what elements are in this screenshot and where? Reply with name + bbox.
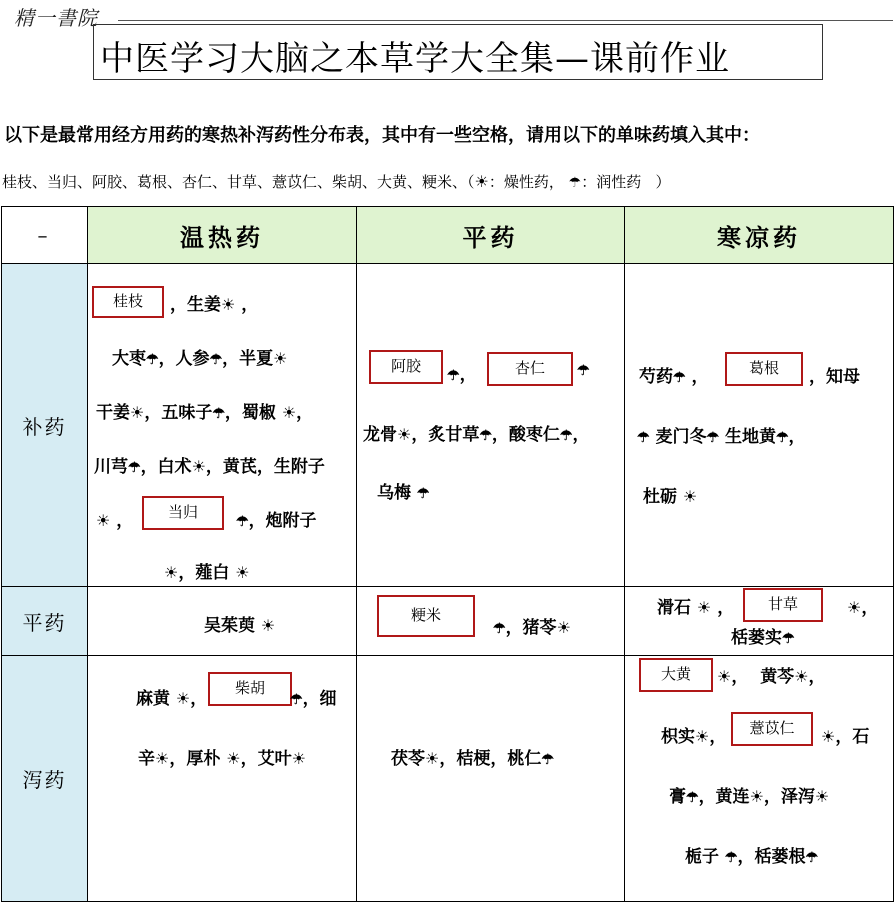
- cell-tonify-warm: [88, 264, 357, 587]
- text-comma: ，: [459, 365, 477, 385]
- sun-icon: ☀: [273, 349, 288, 368]
- text-wuzhuyu: 吴茱萸: [204, 616, 255, 636]
- sun-icon: ☀: [814, 787, 830, 806]
- answer-box-jingmi[interactable]: 粳米: [377, 595, 475, 637]
- column-header-cold: 寒凉药: [625, 207, 894, 264]
- text-comma: ，: [808, 667, 826, 687]
- text-paofuzi: ，炮附子: [248, 511, 317, 531]
- text-xin: 辛: [138, 749, 155, 769]
- herb-table: [1, 206, 894, 902]
- header-rule: [118, 20, 893, 21]
- umbrella-icon: ☂: [128, 460, 141, 476]
- sun-icon: ☀: [96, 511, 111, 530]
- text-zexie: ，泽泻: [763, 787, 815, 807]
- answer-box-yiyiren[interactable]: 薏苡仁: [731, 712, 813, 746]
- row-label-neutral: 平药: [2, 587, 88, 656]
- text-huashi: 滑石: [657, 598, 691, 618]
- sun-icon: ☀: [682, 487, 698, 506]
- cell-purge-neutral: [357, 656, 625, 902]
- text-aiye: ，艾叶: [240, 749, 292, 769]
- text-zhishi: 枳实: [661, 727, 695, 747]
- sun-icon: ☀: [175, 689, 191, 708]
- sun-icon: ☀: [717, 667, 732, 686]
- umbrella-icon: ☂: [805, 850, 819, 866]
- answer-box-danggui[interactable]: 当归: [142, 496, 224, 530]
- text-gualougen: ，栝蒌根: [737, 847, 806, 867]
- sun-icon: ☀: [235, 563, 250, 582]
- text-comma: ，: [709, 727, 727, 747]
- cell-purge-cold: [625, 656, 894, 902]
- sun-icon: ☀: [260, 616, 276, 635]
- text-houpo: ，厚朴: [169, 749, 221, 769]
- column-header-warm: 温热药: [88, 207, 357, 264]
- sun-icon: ☀: [164, 563, 179, 582]
- text-shujiao: ，蜀椒: [224, 403, 276, 423]
- text-comma: ，: [691, 367, 709, 387]
- sun-icon: ☀: [130, 403, 145, 422]
- herb-list: [2, 171, 671, 192]
- text-comma: ，: [241, 295, 259, 315]
- text-xi: ，细: [302, 689, 337, 709]
- text-zhizi: 栀子: [685, 847, 719, 867]
- umbrella-icon: ☂: [782, 631, 795, 647]
- text-dazao: 大枣: [112, 349, 146, 369]
- text-mahuang: 麻黄: [136, 689, 170, 709]
- text-zhimu: ，知母: [809, 367, 860, 387]
- sun-icon: ☀: [291, 749, 306, 768]
- text-comma: ，: [116, 511, 134, 531]
- sun-icon: ☀: [425, 749, 440, 768]
- text-shengdihuang: 生地黄: [724, 427, 776, 447]
- text-comma: ，: [788, 427, 806, 447]
- sun-icon: ☀: [794, 667, 809, 686]
- page-title: 中医学习大脑之本草学大全集—课前作业: [100, 39, 730, 79]
- umbrella-icon: ☂: [673, 370, 686, 386]
- umbrella-icon: ☂: [493, 621, 506, 637]
- umbrella-icon: ☂: [686, 790, 699, 806]
- text-comma: ，: [572, 425, 590, 445]
- text-ganjiang: 干姜: [96, 403, 130, 423]
- text-suanzaoren: ，酸枣仁: [491, 425, 560, 445]
- text-maimendong: 麦门冬: [655, 427, 707, 447]
- herb-list-text: 桂枝、当归、阿胶、葛根、杏仁、甘草、薏苡仁、柴胡、大黄、粳米、（: [2, 173, 475, 191]
- cell-tonify-cold: [625, 264, 894, 587]
- text-zhuling: ，猪苓: [505, 618, 557, 638]
- umbrella-icon: ☂: [559, 428, 573, 444]
- text-wuweizi: ，五味子: [144, 403, 213, 423]
- umbrella-icon: ☂: [236, 514, 249, 530]
- text-banxia: ，半夏: [222, 349, 274, 369]
- sun-icon: ☀: [221, 295, 236, 314]
- text-gao: 膏: [669, 787, 686, 807]
- answer-box-dahuang[interactable]: 大黄: [639, 658, 713, 692]
- text-comma: ，: [731, 667, 749, 687]
- text-shengjiang: ，生姜: [170, 295, 221, 315]
- umbrella-icon: ☂: [479, 428, 492, 444]
- sun-icon: ☀: [191, 457, 206, 476]
- text-jiegeng-taoren: ，桔梗，桃仁: [439, 749, 542, 769]
- text-huangqi: ，黄芪，生附子: [205, 457, 325, 477]
- umbrella-icon: ☂: [209, 352, 223, 368]
- text-xiebai: ，薤白: [178, 563, 230, 583]
- text-wumei: 乌梅: [377, 483, 411, 503]
- text-huangqin: 黄芩: [760, 667, 795, 687]
- text-baizhu: ，白术: [140, 457, 192, 477]
- sun-icon: ☀: [847, 598, 862, 617]
- sun-icon: ☀: [696, 598, 712, 617]
- legend-moist-label: ：润性药: [581, 173, 642, 191]
- sun-icon: ☀: [749, 787, 764, 806]
- umbrella-icon: ☂: [724, 850, 738, 866]
- sun-icon: ☀: [397, 425, 412, 444]
- cell-neutral-neutral: [357, 587, 625, 656]
- text-longgu: 龙骨: [363, 425, 397, 445]
- answer-box-ejiao[interactable]: 阿胶: [369, 350, 443, 384]
- sun-icon: ☀: [556, 618, 571, 637]
- sun-icon: ☀: [226, 749, 241, 768]
- sun-icon: ☀: [155, 749, 170, 768]
- sun-icon: ☀: [474, 172, 489, 191]
- umbrella-icon: ☂: [541, 752, 554, 768]
- umbrella-icon: ☂: [447, 368, 460, 384]
- column-header-neutral: 平药: [357, 207, 625, 264]
- answer-box-chaihu[interactable]: 柴胡: [208, 672, 292, 706]
- text-huanglian: ，黄连: [698, 787, 750, 807]
- umbrella-icon: ☂: [290, 692, 303, 708]
- cell-tonify-neutral: [357, 264, 625, 587]
- title-box: [93, 24, 823, 80]
- text-gualoushi: 栝蒌实: [731, 628, 782, 648]
- text-comma: ，: [717, 598, 735, 618]
- answer-box-gancao[interactable]: 甘草: [743, 588, 823, 622]
- row-label-purge: 泻药: [2, 656, 88, 902]
- text-fuling: 茯苓: [391, 749, 425, 769]
- umbrella-icon: ☂: [706, 430, 720, 446]
- umbrella-icon: ☂: [212, 406, 225, 422]
- sun-icon: ☀: [695, 727, 710, 746]
- text-comma: ，: [190, 689, 208, 709]
- text-dujing: 杜砺: [643, 487, 677, 507]
- row-label-tonify: 补药: [2, 264, 88, 587]
- text-shi: ，石: [835, 727, 870, 747]
- text-shaoyao: 芍药: [639, 367, 673, 387]
- text-zhigancao: ，炙甘草: [411, 425, 480, 445]
- umbrella-icon: ☂: [146, 352, 159, 368]
- sun-icon: ☀: [821, 727, 836, 746]
- sun-icon: ☀: [281, 403, 297, 422]
- answer-box-xingren[interactable]: 杏仁: [487, 352, 573, 386]
- umbrella-icon: ☂: [568, 175, 582, 191]
- cell-purge-warm: [88, 656, 357, 902]
- text-renshen: ，人参: [158, 349, 210, 369]
- legend-close: ）: [655, 173, 671, 191]
- answer-box-guizhi[interactable]: 桂枝: [92, 286, 164, 318]
- text-chuanxiong: 川芎: [94, 457, 128, 477]
- instruction-text: 以下是最常用经方用药的寒热补泻药性分布表，其中有一些空格，请用以下的单味药填入其中：: [4, 125, 760, 146]
- umbrella-icon: ☂: [577, 363, 590, 379]
- text-comma: ，: [296, 403, 314, 423]
- cell-neutral-warm: [88, 587, 357, 656]
- table-corner: –: [2, 207, 88, 264]
- legend-dry-label: ：燥性药，: [488, 173, 564, 191]
- brand-logo: 精一書院: [14, 6, 98, 30]
- text-comma: ，: [861, 598, 879, 618]
- umbrella-icon: ☂: [637, 430, 650, 446]
- answer-box-gegen[interactable]: 葛根: [725, 352, 803, 386]
- umbrella-icon: ☂: [775, 430, 789, 446]
- umbrella-icon: ☂: [416, 486, 430, 502]
- cell-neutral-cold: [625, 587, 894, 656]
